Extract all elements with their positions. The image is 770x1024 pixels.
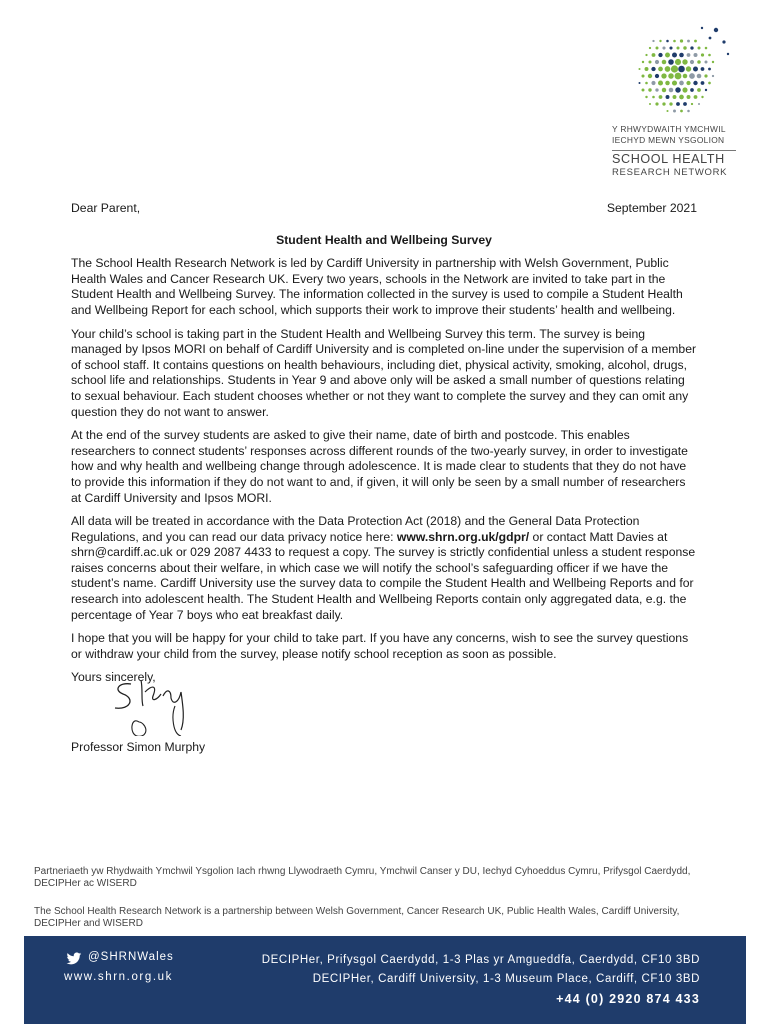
- paragraph-4-start: All data will be treated in accordance with the Data Protection Act (2018) and the General Data Protection Regulations, and you can read our data privacy notice here:: [71, 514, 640, 544]
- logo-divider: [612, 150, 736, 151]
- letter-body: [71, 201, 697, 756]
- logo-welsh-text: [612, 124, 742, 146]
- footer-phone[interactable]: +44 (0) 2920 874 433: [556, 992, 700, 1006]
- paragraph-2: Your child’s school is taking part in the Student Health and Wellbeing Survey this term. The survey is being managed by Ipsos MORI on behalf of Cardiff University and is completed on-line under the supervision of a member of school staff. It contains questions on health behaviours, including diet, physical activity, smoking, alcohol, drugs, school life and relationships. Students in Year 9 and above only will be asked a small number of questions relating to sexual behaviour. Each student chooses whether or not they want to complete the survey and they can omit any question they do not want to answer.: [71, 326, 697, 419]
- salutation: Dear Parent,: [71, 201, 141, 215]
- address-english: DECIPHer, Cardiff University, 1-3 Museum Place, Cardiff, CF10 3BD: [312, 973, 700, 985]
- twitter-bird-icon[interactable]: [66, 952, 82, 966]
- shrn-dots-logo-icon: [624, 24, 734, 122]
- logo-name-line-2: RESEARCH NETWORK: [612, 167, 728, 178]
- english-partnership-note: The School Health Research Network is a partnership between Welsh Government, Cancer Research UK, Public Health Wales, Cardiff University, DECIPHer and WISERD: [34, 906, 680, 929]
- closing: Yours sincerely,: [71, 670, 156, 685]
- signature-block: [71, 686, 697, 756]
- logo-welsh-line-1: Y RHWYDWAITH YMCHWIL: [612, 124, 726, 134]
- letter-header-row: [71, 201, 697, 217]
- paragraph-1: The School Health Research Network is led by Cardiff University in partnership with Welsh Government, Public Health Wales and Cancer Research UK. Every two years, schools in the Network are invited to take part in the Student Health and Wellbeing Survey. The information collected in the survey is used to compile a Student Health and Wellbeing Report for each school, which supports their work to improve their students’ health and wellbeing.: [71, 256, 683, 317]
- shrn-logo: [608, 24, 738, 184]
- paragraph-4-end: or contact Matt Davies at shrn@cardiff.ac.uk or 029 2087 4433 to request a copy. The survey is strictly confidential unless a student response raises concerns about their welfare, in which case we will notify the school’s safeguarding officer if we have the student’s name. Cardiff University use the survey data to compile the Student Health and Wellbeing Reports and for research into adolescent health. The Student Health and Wellbeing Reports contain only aggregated data, e.g. the percentage of Year 7 boys who eat breakfast daily.: [71, 529, 696, 622]
- paragraph-4: [71, 514, 697, 623]
- logo-name-line-1: SCHOOL HEALTH: [612, 152, 725, 166]
- address-welsh: DECIPHer, Prifysgol Caerdydd, 1-3 Plas yr Amgueddfa, Caerdydd, CF10 3BD: [261, 954, 700, 966]
- logo-welsh-line-2: IECHYD MEWN YSGOLION: [612, 135, 725, 145]
- signer-name: Professor Simon Murphy: [71, 740, 206, 755]
- footer-bar: [24, 936, 746, 1024]
- paragraph-3: At the end of the survey students are asked to give their name, date of birth and postcode. This enables researchers to connect students’ responses across different rounds of the two-yearly survey, in order to investigate how and why health and wellbeing change through adolescence. It is made clear to students that they do not have to provide this information if they do not want to and, if given, it will only be seen by a small number of researchers at Cardiff University and Ipsos MORI.: [71, 428, 688, 505]
- gdpr-link[interactable]: www.shrn.org.uk/gdpr/: [396, 529, 530, 544]
- handwritten-signature: [101, 676, 211, 736]
- letter-subject: Student Health and Wellbeing Survey: [276, 232, 492, 247]
- website-link[interactable]: www.shrn.org.uk: [64, 971, 174, 983]
- footer-address: [262, 951, 700, 989]
- twitter-handle[interactable]: @SHRNWales: [88, 951, 174, 963]
- welsh-partnership-note: Partneriaeth yw Rhydwaith Ymchwil Ysgolion Iach rhwng Llywodraeth Cymru, Ymchwil Canser y DU, Iechyd Cyhoeddus Cymru, Prifysgol Caerdydd, DECIPHer ac WISERD: [34, 866, 691, 889]
- letter-date: September 2021: [606, 201, 697, 215]
- paragraph-5: I hope that you will be happy for your child to take part. If you have any concerns, wish to see the survey questions or withdraw your child from the survey, please notify school reception as soon as possible.: [71, 631, 689, 661]
